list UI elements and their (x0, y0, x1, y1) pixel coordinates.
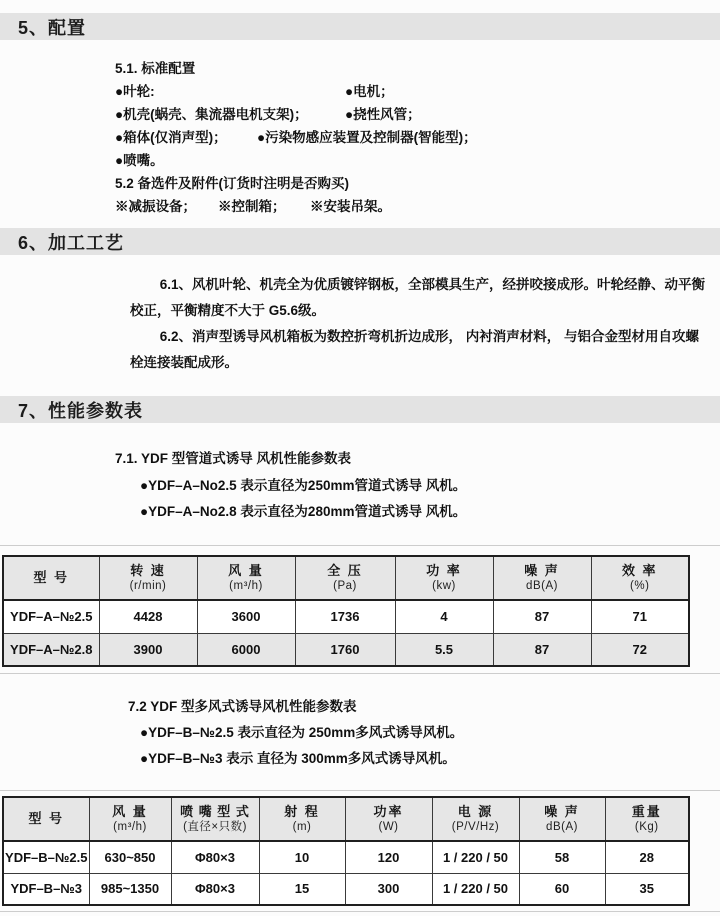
column-header-model: 型 号 (3, 797, 89, 841)
table-cell: 120 (345, 841, 432, 873)
section-heading-5-label: 5、配置 (18, 17, 87, 38)
column-header-power: 功 率 (kw) (395, 556, 493, 600)
section-7-1-content (115, 446, 675, 526)
performance-table-ydf-a (2, 555, 690, 667)
bullet-line-box-sensor (115, 126, 675, 149)
divider-rule (0, 673, 720, 674)
sub-heading-7-2: 7.2 YDF 型多风式诱导风机性能参数表 (128, 699, 357, 714)
table-cell: 3900 (99, 633, 197, 666)
table-cell: 87 (493, 633, 591, 666)
options-line (115, 195, 675, 218)
section-7-2-content (128, 694, 688, 772)
table-cell: 1760 (295, 633, 395, 666)
bullet-impeller: ●叶轮: (115, 84, 155, 99)
section-heading-6 (0, 228, 720, 255)
column-header-range: 射 程 (m) (259, 797, 345, 841)
column-header-noise: 噪 声 dB(A) (519, 797, 605, 841)
table-cell: 4428 (99, 600, 197, 633)
table-cell-model: YDF–A–№2.8 (3, 633, 99, 666)
table-cell: 1 / 220 / 50 (432, 873, 519, 905)
table-cell: 6000 (197, 633, 295, 666)
table-header-row (3, 797, 689, 841)
option-control-box: ※控制箱； (218, 199, 286, 214)
table-cell: 630~850 (89, 841, 171, 873)
table-row (3, 633, 689, 666)
table-cell: 35 (605, 873, 689, 905)
column-header-model: 型 号 (3, 556, 99, 600)
section-heading-6-label: 6、加工工艺 (18, 232, 125, 253)
table-cell: 985~1350 (89, 873, 171, 905)
section-heading-5 (0, 13, 720, 40)
section-6-content (130, 272, 708, 376)
bullet-nozzle: ●喷嘴。 (115, 153, 164, 168)
table-cell: 15 (259, 873, 345, 905)
bullet-line-impeller-motor (115, 80, 675, 103)
sub-heading-7-1: 7.1. YDF 型管道式诱导 风机性能参数表 (115, 451, 352, 466)
divider-rule (0, 911, 720, 912)
table-cell-model: YDF–B–№3 (3, 873, 89, 905)
column-header-power: 功率 (W) (345, 797, 432, 841)
table-cell: 28 (605, 841, 689, 873)
bullet-motor: ●电机； (345, 84, 394, 99)
column-header-power-supply: 电 源 (P/V/Hz) (432, 797, 519, 841)
option-hanger: ※安装吊架。 (310, 199, 391, 214)
bullet-ydf-b-3: ●YDF–B–№3 表示 直径为 300mm多风式诱导风机。 (140, 751, 456, 766)
table-cell: Φ80×3 (171, 873, 259, 905)
performance-table-ydf-b (2, 796, 690, 906)
bullet-ydf-b-2-5: ●YDF–B–№2.5 表示直径为 250mm多风式诱导风机。 (140, 725, 464, 740)
bullet-sensor: ●污染物感应装置及控制器(智能型)； (257, 130, 477, 145)
paragraph-6-2: 6.2、消声型诱导风机箱板为数控折弯机折边成形， 内衬消声材料， 与铝合金型材用自攻螺栓连接装配成形。 (130, 329, 699, 370)
table-cell: 3600 (197, 600, 295, 633)
table-cell: Φ80×3 (171, 841, 259, 873)
table-cell: 1 / 220 / 50 (432, 841, 519, 873)
table-cell: 5.5 (395, 633, 493, 666)
bullet-ydf-a-2-8: ●YDF–A–No2.8 表示直径为280mm管道式诱导 风机。 (140, 504, 467, 519)
column-header-speed: 转 速 (r/min) (99, 556, 197, 600)
section-heading-7-label: 7、性能参数表 (18, 400, 144, 421)
table-cell-model: YDF–A–№2.5 (3, 600, 99, 633)
bullet-ydf-a-2-5: ●YDF–A–No2.5 表示直径为250mm管道式诱导 风机。 (140, 477, 467, 493)
section-heading-7 (0, 396, 720, 423)
column-header-weight: 重量 (Kg) (605, 797, 689, 841)
paragraph-6-1: 6.1、风机叶轮、机壳全为优质镀锌钢板，全部模具生产，经拼咬接成形。叶轮经静、动平衡校正，平衡精度不大于 G5.6级。 (130, 277, 705, 318)
table-row (3, 873, 689, 905)
table-row (3, 600, 689, 633)
column-header-noise: 噪 声 dB(A) (493, 556, 591, 600)
divider-rule (0, 790, 720, 791)
sub-heading-5-2: 5.2 备选件及附件(订货时注明是否购买) (115, 176, 350, 191)
table-cell: 1736 (295, 600, 395, 633)
option-damping: ※减振设备； (115, 199, 196, 214)
table-cell: 4 (395, 600, 493, 633)
bullet-casing: ●机壳(蜗壳、集流器电机支架)； (115, 107, 308, 122)
sub-heading-5-1: 5.1. 标准配置 (115, 61, 196, 76)
table-cell: 71 (591, 600, 689, 633)
table-header-row (3, 556, 689, 600)
table-row (3, 841, 689, 873)
column-header-efficiency: 效 率 (%) (591, 556, 689, 600)
bullet-line-casing-flexduct (115, 103, 675, 126)
section-5-content (115, 57, 675, 218)
table-cell: 58 (519, 841, 605, 873)
column-header-nozzle-type: 喷 嘴 型 式 (直径×只数) (171, 797, 259, 841)
table-cell: 60 (519, 873, 605, 905)
column-header-airflow: 风 量 (m³/h) (197, 556, 295, 600)
table-cell: 10 (259, 841, 345, 873)
divider-rule (0, 545, 720, 546)
table-cell-model: YDF–B–№2.5 (3, 841, 89, 873)
bullet-box: ●箱体(仅消声型)； (115, 130, 227, 145)
table-cell: 72 (591, 633, 689, 666)
bullet-flexduct: ●挠性风管； (345, 107, 421, 122)
column-header-pressure: 全 压 (Pa) (295, 556, 395, 600)
table-cell: 300 (345, 873, 432, 905)
table-cell: 87 (493, 600, 591, 633)
column-header-airflow: 风 量 (m³/h) (89, 797, 171, 841)
